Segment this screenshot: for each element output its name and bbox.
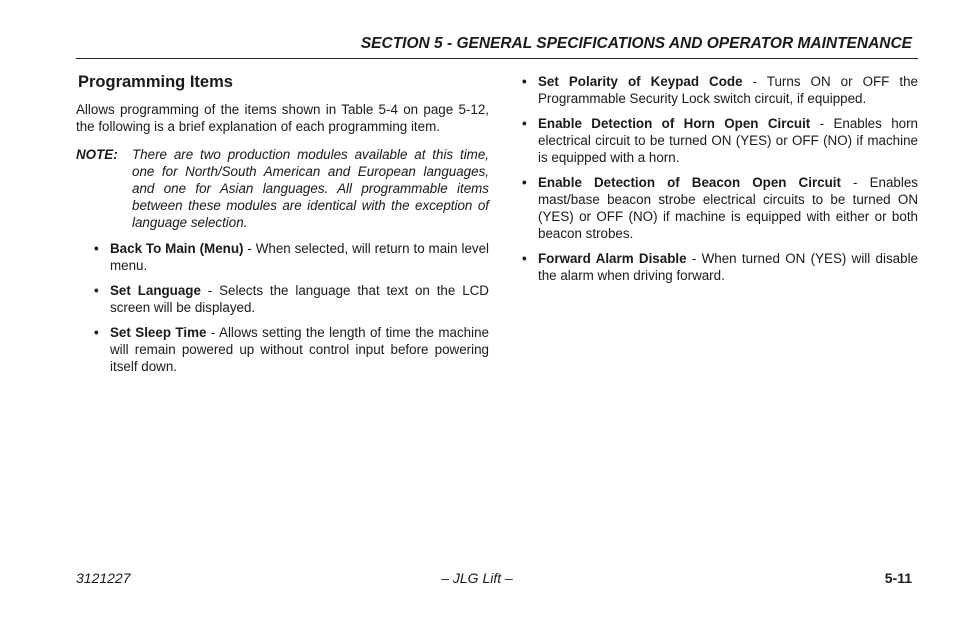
document-number: 3121227 (76, 570, 131, 586)
list-item-text: - When turned ON (YES) will disable the alarm when driving forward. (538, 251, 918, 283)
list-item-term: Back To Main (Menu) (110, 241, 244, 256)
note-block (76, 146, 489, 231)
right-bullet-list (522, 73, 918, 284)
list-item (94, 324, 489, 375)
list-item-body (538, 115, 918, 166)
section-title: SECTION 5 - GENERAL SPECIFICATIONS AND OPERATOR MAINTENANCE (360, 35, 912, 52)
list-item-body (538, 174, 918, 242)
intro-paragraph: Allows programming of the items shown in Table 5-4 on page 5-12, the following is a brief explanation of each programming item. (76, 102, 489, 134)
list-item-text: - When selected, will return to main level menu. (110, 241, 490, 273)
list-item-body (110, 282, 489, 316)
bullet-icon: • (94, 325, 99, 340)
note-text: There are two production modules available at this time, one for North/South American and European languages, and one for Asian languages. All programmable items between these modules are identical with the exception of language selection. (132, 147, 489, 230)
list-item-body (538, 73, 918, 107)
list-item-term: Set Language (110, 283, 201, 298)
list-item-body (538, 250, 918, 284)
list-item-term: Enable Detection of Beacon Open Circuit (538, 175, 841, 190)
list-item-term: Enable Detection of Horn Open Circuit (538, 116, 811, 131)
section-heading: Programming Items (78, 73, 233, 91)
list-item (94, 282, 489, 316)
list-item-text: - Turns ON or OFF the Programmable Security Lock switch circuit, if equipped. (538, 74, 918, 106)
list-item (522, 174, 918, 242)
left-column (76, 72, 489, 383)
bullet-icon: • (94, 283, 99, 298)
list-item-text: - Allows setting the length of time the machine will remain powered up without control input before powering itself down. (110, 325, 489, 374)
list-item (522, 115, 918, 166)
page-number: 5-11 (884, 570, 912, 586)
header-divider (76, 58, 918, 59)
footer-publisher: – JLG Lift – (441, 570, 513, 586)
list-item-text: - Selects the language that text on the LCD screen will be displayed. (110, 283, 489, 315)
list-item-text: - Enables mast/base beacon strobe electrical circuits to be turned ON (YES) or OFF (NO) if machine is equipped with either or both beacon strobes. (538, 175, 918, 241)
right-column (522, 73, 918, 292)
note-label: NOTE: (76, 147, 118, 162)
list-item-body (110, 324, 489, 375)
list-item-text: - Enables horn electrical circuit to be turned ON (YES) or OFF (NO) if machine is equipped with a horn. (538, 116, 918, 165)
bullet-icon: • (94, 241, 99, 256)
list-item (94, 240, 489, 274)
bullet-icon: • (522, 116, 527, 131)
bullet-icon: • (522, 74, 527, 89)
list-item (522, 73, 918, 107)
bullet-icon: • (522, 251, 527, 266)
list-item-term: Set Polarity of Keypad Code (538, 74, 743, 89)
list-item-term: Forward Alarm Disable (538, 251, 687, 266)
left-bullet-list (94, 240, 489, 375)
list-item (522, 250, 918, 284)
list-item-body (110, 240, 489, 274)
list-item-term: Set Sleep Time (110, 325, 207, 340)
bullet-icon: • (522, 175, 527, 190)
